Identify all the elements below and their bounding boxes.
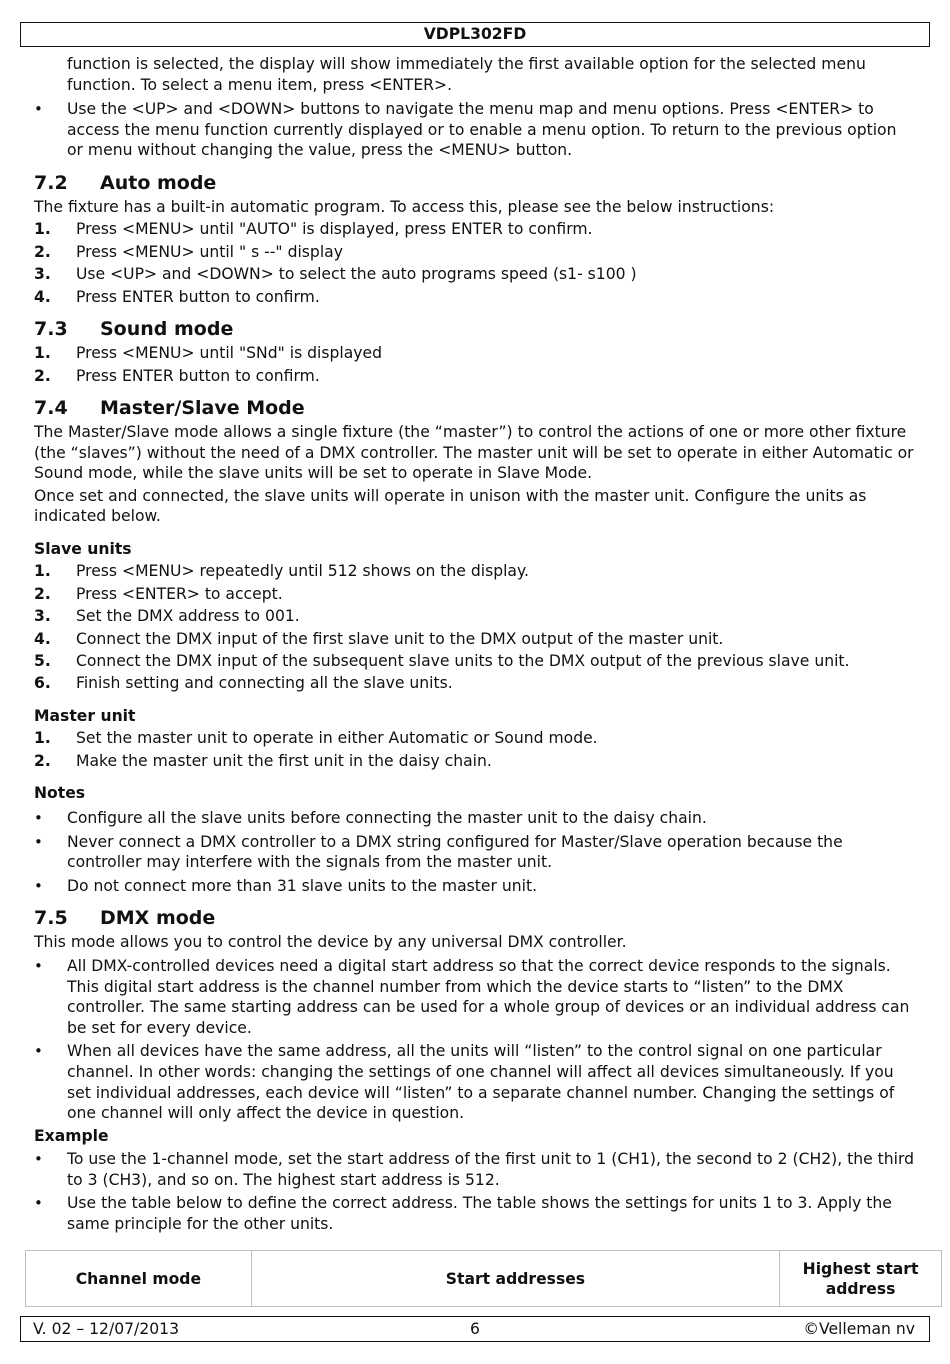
step-number: 2. bbox=[34, 242, 51, 261]
intro-continuation: function is selected, the display will show immediately the first available option for the selected menu function. To select a menu item, press <ENTER>. bbox=[67, 55, 866, 94]
slave-step-3 bbox=[34, 606, 916, 627]
section-title: Sound mode bbox=[100, 318, 234, 341]
step-number: 2. bbox=[34, 584, 51, 603]
master-slave-para-1: The Master/Slave mode allows a single fixture (the “master”) to control the actions of one or more other fixture (the “slaves”) without the need of a DMX controller. The master unit will be set to operate in either Automatic or Sound mode, while the slave units will be set to operate in Slave Mode. bbox=[34, 423, 914, 483]
step-number: 1. bbox=[34, 562, 51, 581]
example-bullet-2 bbox=[34, 1193, 916, 1234]
step-text: Finish setting and connecting all the slave units. bbox=[76, 674, 453, 693]
bullet-icon: • bbox=[34, 1042, 43, 1061]
dmx-bullet-2 bbox=[34, 1041, 916, 1123]
intro-bullet-text: Use the <UP> and <DOWN> buttons to navigate the menu map and menu options. Press <ENTER> to access the menu function currently displayed or to enable a menu option. To return to the previous option or menu without changing the value, press the <MENU> button. bbox=[67, 100, 897, 160]
step-text: Press <MENU> repeatedly until 512 shows on the display. bbox=[76, 562, 529, 581]
auto-step-4 bbox=[34, 287, 916, 308]
sound-step-2 bbox=[34, 366, 916, 387]
step-text: Connect the DMX input of the first slave unit to the DMX output of the master unit. bbox=[76, 629, 724, 648]
step-number: 4. bbox=[34, 287, 51, 306]
section-number: 7.4 bbox=[34, 397, 68, 420]
example-heading: Example bbox=[34, 1126, 109, 1145]
dmx-bullet-text: All DMX-controlled devices need a digital start address so that the correct device responds to the signals. This digital start address is the channel number from which the device starts to “listen” to the DMX controller. The same starting address can be used for a whole group of devices or an individual address can be set for every device. bbox=[67, 956, 910, 1037]
section-heading-dmx-mode bbox=[34, 906, 916, 930]
table-header-row bbox=[26, 1251, 942, 1307]
section-title: DMX mode bbox=[100, 907, 216, 930]
bullet-icon: • bbox=[34, 832, 43, 851]
section-number: 7.3 bbox=[34, 318, 68, 341]
note-text: Configure all the slave units before connecting the master unit to the daisy chain. bbox=[67, 808, 707, 827]
step-number: 3. bbox=[34, 265, 51, 284]
section-number: 7.2 bbox=[34, 171, 68, 194]
notes-heading: Notes bbox=[34, 784, 86, 803]
bullet-icon: • bbox=[34, 1194, 43, 1213]
slave-step-4 bbox=[34, 629, 916, 650]
step-text: Press <ENTER> to accept. bbox=[76, 584, 283, 603]
auto-mode-intro: The fixture has a built-in automatic program. To access this, please see the below instructions: bbox=[34, 197, 775, 216]
page-footer bbox=[20, 1316, 930, 1342]
table-header-highest-start-address: Highest start address bbox=[780, 1251, 942, 1307]
slave-step-6 bbox=[34, 673, 916, 694]
example-bullet-1 bbox=[34, 1149, 916, 1190]
master-step-2 bbox=[34, 751, 916, 772]
slave-step-2 bbox=[34, 584, 916, 605]
step-text: Press ENTER button to confirm. bbox=[76, 287, 320, 306]
section-title: Master/Slave Mode bbox=[100, 397, 305, 420]
example-bullet-text: To use the 1-channel mode, set the start address of the first unit to 1 (CH1), the second to 2 (CH2), the third to 3 (CH3), and so on. The highest start address is 512. bbox=[67, 1150, 915, 1189]
footer-page-number: 6 bbox=[470, 1320, 480, 1338]
step-number: 6. bbox=[34, 674, 51, 693]
note-item-1 bbox=[34, 808, 916, 829]
note-item-3 bbox=[34, 876, 916, 897]
page-header bbox=[20, 22, 930, 47]
step-text: Set the DMX address to 001. bbox=[76, 607, 300, 626]
step-text: Set the master unit to operate in either Automatic or Sound mode. bbox=[76, 729, 598, 748]
section-heading-auto-mode bbox=[34, 171, 916, 195]
bullet-icon: • bbox=[34, 956, 43, 975]
dmx-bullet-1 bbox=[34, 956, 916, 1038]
auto-step-1 bbox=[34, 219, 916, 240]
auto-step-2 bbox=[34, 242, 916, 263]
step-text: Press <MENU> until "AUTO" is displayed, press ENTER to confirm. bbox=[76, 220, 593, 239]
step-number: 3. bbox=[34, 607, 51, 626]
table-header-start-addresses: Start addresses bbox=[251, 1251, 779, 1307]
master-unit-heading: Master unit bbox=[34, 707, 136, 726]
step-number: 1. bbox=[34, 220, 51, 239]
bullet-icon: • bbox=[34, 876, 43, 895]
section-title: Auto mode bbox=[100, 171, 217, 194]
footer-version: V. 02 – 12/07/2013 bbox=[33, 1320, 180, 1338]
section-heading-master-slave bbox=[34, 396, 916, 420]
master-step-1 bbox=[34, 728, 916, 749]
bullet-icon: • bbox=[34, 100, 43, 119]
step-text: Make the master unit the first unit in the daisy chain. bbox=[76, 751, 492, 770]
footer-copyright: ©Velleman nv bbox=[803, 1320, 915, 1338]
note-text: Never connect a DMX controller to a DMX string configured for Master/Slave operation because the controller may interfere with the signals from the master unit. bbox=[67, 832, 843, 872]
document-title: VDPL302FD bbox=[423, 25, 527, 43]
sound-step-1 bbox=[34, 343, 916, 364]
section-number: 7.5 bbox=[34, 907, 68, 930]
dmx-mode-intro: This mode allows you to control the device by any universal DMX controller. bbox=[34, 933, 627, 952]
auto-step-3 bbox=[34, 264, 916, 285]
step-number: 2. bbox=[34, 751, 51, 770]
section-heading-sound-mode bbox=[34, 317, 916, 341]
step-text: Press <MENU> until " s --" display bbox=[76, 242, 343, 261]
step-text: Press <MENU> until "SNd" is displayed bbox=[76, 344, 383, 363]
step-text: Connect the DMX input of the subsequent slave units to the DMX output of the previous slave unit. bbox=[76, 652, 850, 671]
bullet-icon: • bbox=[34, 1150, 43, 1169]
table-header-channel-mode: Channel mode bbox=[26, 1251, 252, 1307]
bullet-icon: • bbox=[34, 808, 43, 827]
note-item-2 bbox=[34, 832, 916, 873]
start-address-table bbox=[25, 1250, 942, 1307]
example-bullet-text: Use the table below to define the correct address. The table shows the settings for units 1 to 3. Apply the same principle for the other units. bbox=[67, 1194, 892, 1234]
step-number: 5. bbox=[34, 652, 51, 671]
step-number: 2. bbox=[34, 366, 51, 385]
step-number: 4. bbox=[34, 629, 51, 648]
slave-step-1 bbox=[34, 561, 916, 582]
step-number: 1. bbox=[34, 729, 51, 748]
page-content bbox=[34, 54, 916, 1235]
master-slave-para-2: Once set and connected, the slave units will operate in unison with the master unit. Configure the units as indicated below. bbox=[34, 486, 867, 526]
slave-units-heading: Slave units bbox=[34, 540, 132, 559]
step-text: Press ENTER button to confirm. bbox=[76, 366, 320, 385]
slave-step-5 bbox=[34, 651, 916, 672]
step-number: 1. bbox=[34, 344, 51, 363]
intro-bullet bbox=[34, 99, 916, 161]
note-text: Do not connect more than 31 slave units to the master unit. bbox=[67, 876, 538, 895]
step-text: Use <UP> and <DOWN> to select the auto programs speed (s1- s100 ) bbox=[76, 265, 637, 284]
dmx-bullet-text: When all devices have the same address, all the units will “listen” to the control signal on one particular channel. In other words: changing the settings of one channel will affect all devices simultaneously. If you set individual addresses, each device will “listen” to a separate channel number. Changing the settings of one channel will only affect the device in question. bbox=[67, 1042, 895, 1123]
